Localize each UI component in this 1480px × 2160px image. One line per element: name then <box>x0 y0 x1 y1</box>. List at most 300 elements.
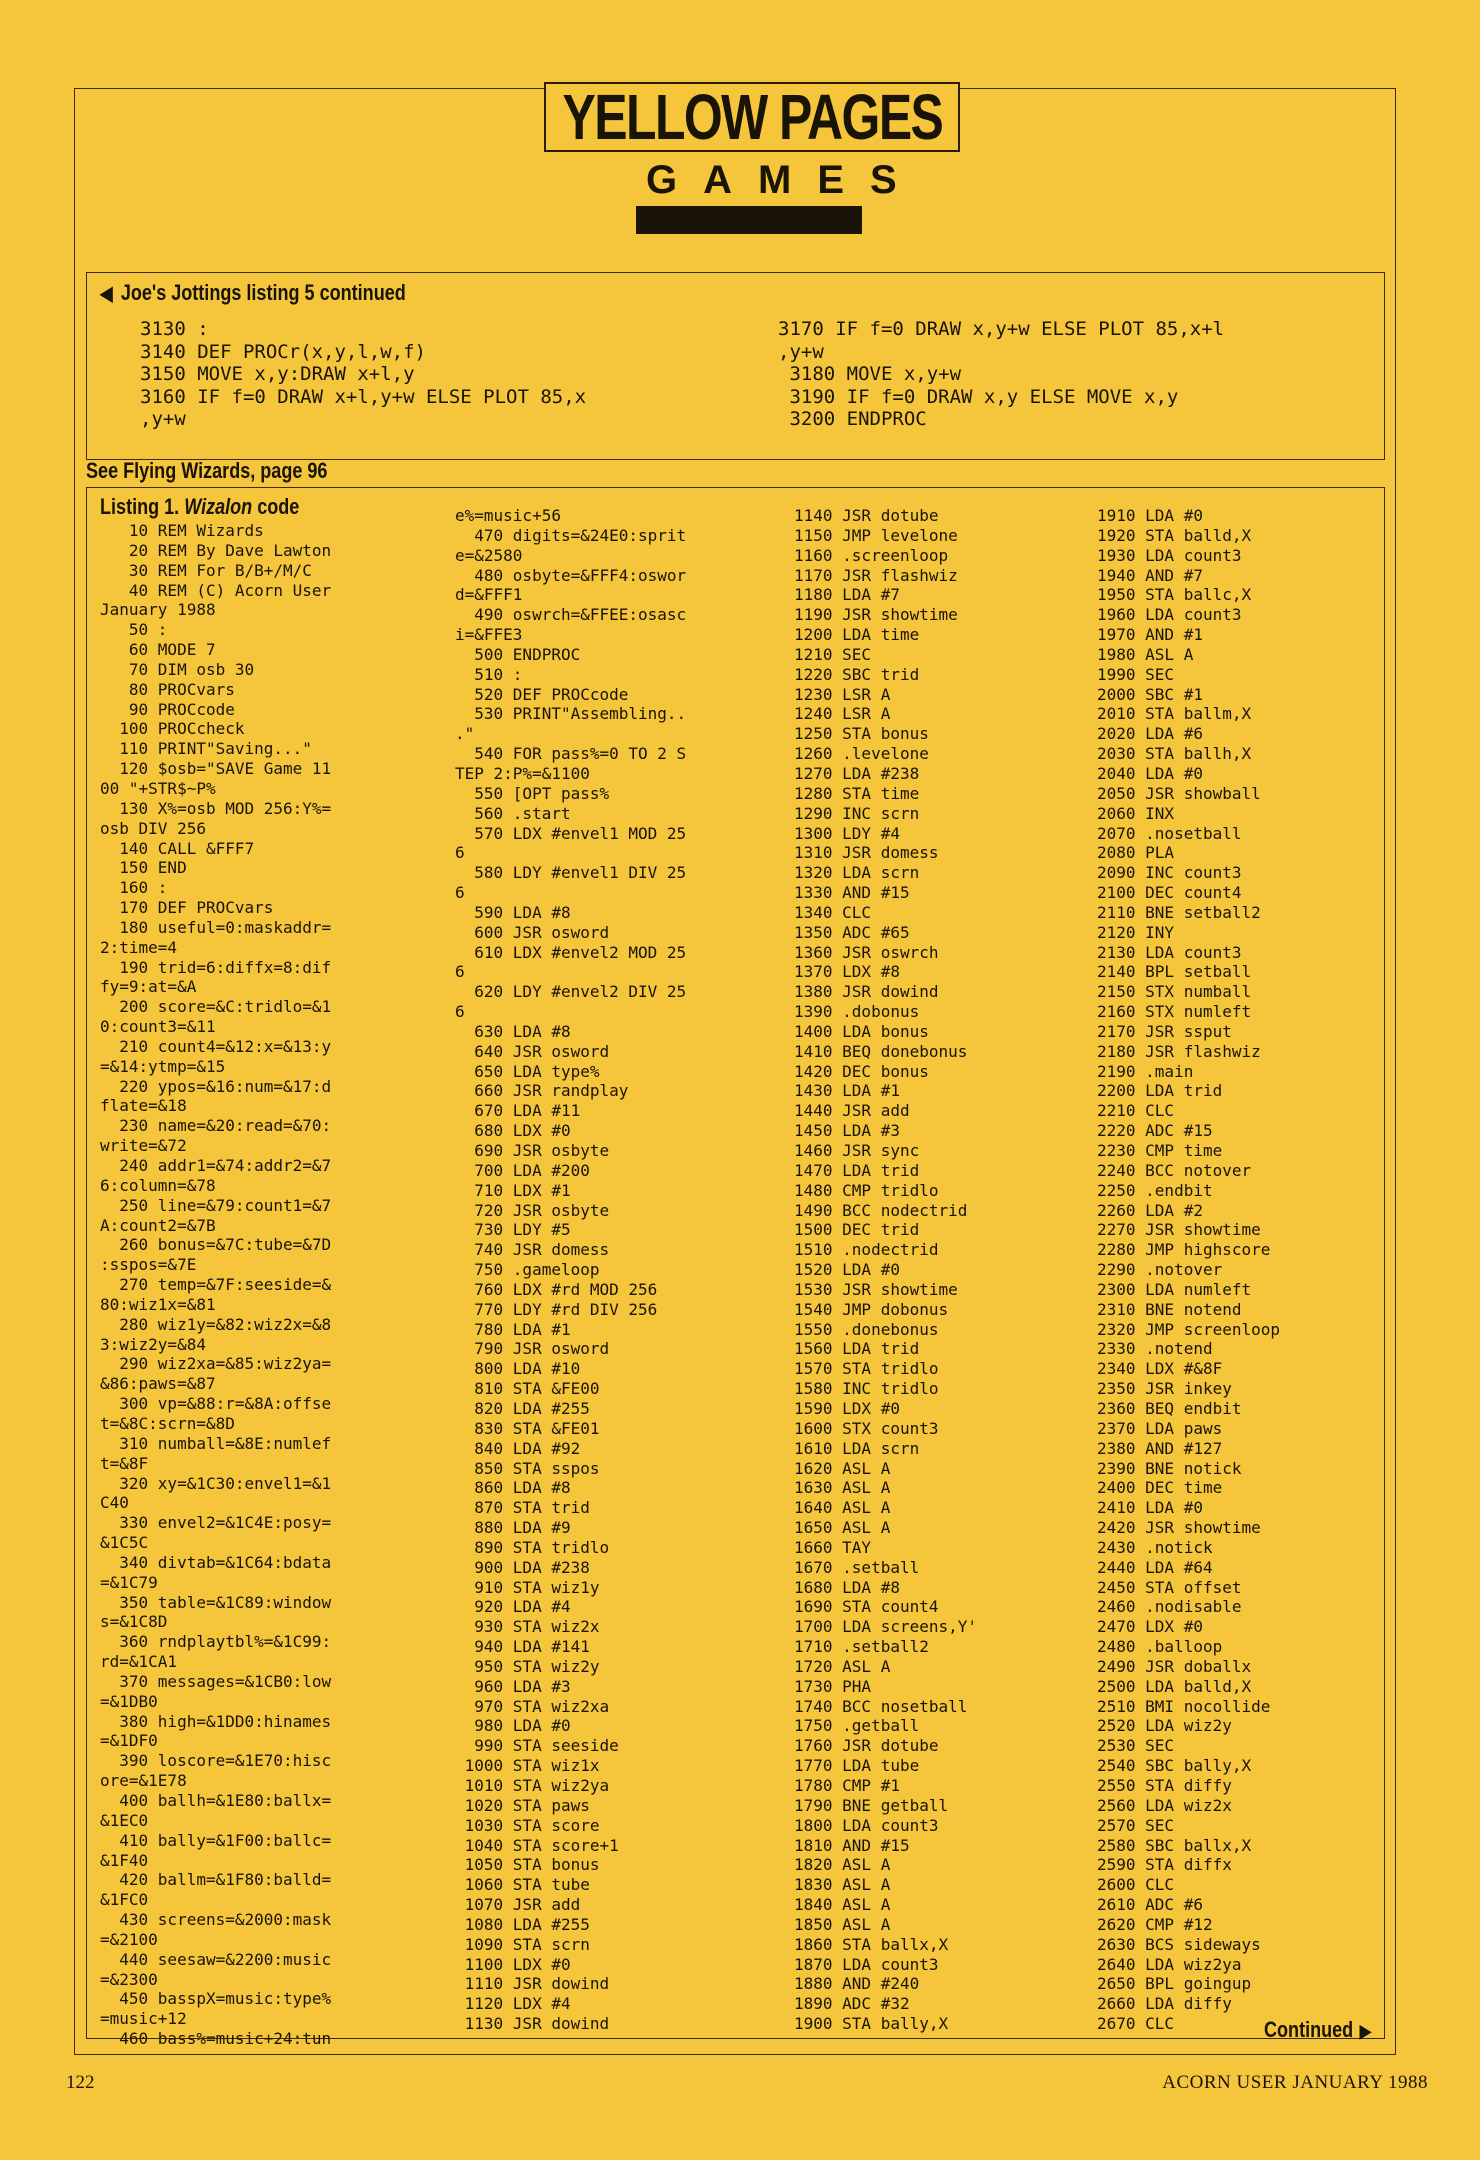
code-line: 60 MODE 7 <box>100 640 216 660</box>
code-line: 1680 LDA #8 <box>794 1577 900 1597</box>
code-line: 1250 STA bonus <box>794 724 929 744</box>
code-line: 800 LDA #10 <box>455 1359 581 1379</box>
code-line: 970 STA wiz2xa <box>455 1696 610 1716</box>
code-line: 2530 SEC <box>1097 1736 1175 1756</box>
code-line: 2:time=4 <box>100 937 178 957</box>
code-line: 1070 JSR add <box>455 1895 581 1915</box>
code-line: 1830 ASL A <box>794 1875 891 1895</box>
code-line: 1690 STA count4 <box>794 1597 939 1617</box>
code-line: 740 JSR domess <box>455 1240 610 1260</box>
code-line: 1420 DEC bonus <box>794 1061 929 1081</box>
listing-column-1 <box>100 521 422 2049</box>
code-line: 1220 SBC trid <box>794 664 920 684</box>
code-line: 2550 STA diffy <box>1097 1776 1232 1795</box>
masthead <box>544 82 960 152</box>
listing-title-suffix: code <box>252 494 300 519</box>
code-line: 6 <box>455 1002 465 1022</box>
code-line: 1930 LDA count3 <box>1097 545 1242 565</box>
code-line: 890 STA tridlo <box>455 1537 610 1557</box>
code-line: 50 : <box>100 620 168 640</box>
code-line: 100 PROCcheck <box>100 719 245 739</box>
code-line: 2660 LDA diffy <box>1097 1994 1232 2014</box>
code-line: 1920 STA balld,X <box>1097 525 1252 545</box>
code-line: 670 LDA #11 <box>455 1101 581 1121</box>
code-line: 2470 LDX #0 <box>1097 1617 1203 1637</box>
arrow-right-icon: ▶ <box>1359 2021 1372 2041</box>
code-line: 2120 INY <box>1097 922 1175 942</box>
code-line: 1100 LDX #0 <box>455 1954 571 1974</box>
code-line: 1820 ASL A <box>794 1855 891 1875</box>
code-line: flate=&18 <box>100 1096 187 1116</box>
code-line: 1130 JSR dowind <box>455 2014 610 2034</box>
code-line: 560 .start <box>455 803 571 823</box>
code-line: 470 digits=&24E0:sprit <box>455 525 687 545</box>
code-line: e%=music+56 <box>455 506 561 525</box>
code-line: ." <box>455 724 475 744</box>
code-line: 1430 LDA #1 <box>794 1081 900 1101</box>
code-line: 2170 JSR ssput <box>1097 1021 1232 1041</box>
code-line: January 1988 <box>100 600 216 620</box>
code-line: 1520 LDA #0 <box>794 1260 900 1280</box>
code-line: 0:count3=&11 <box>100 1017 216 1037</box>
code-line: 130 X%=osb MOD 256:Y%= <box>100 798 332 818</box>
code-line: 30 REM For B/B+/M/C <box>100 560 312 580</box>
code-line: 920 LDA #4 <box>455 1597 571 1617</box>
code-line: 320 xy=&1C30:envel1=&1 <box>100 1473 332 1493</box>
code-line: fy=9:at=&A <box>100 977 197 997</box>
code-line: t=&8C:scrn=&8D <box>100 1413 235 1433</box>
code-line: 1240 LSR A <box>794 704 891 724</box>
code-line: 1310 JSR domess <box>794 843 939 863</box>
code-line: 1810 AND #15 <box>794 1835 910 1855</box>
code-line: 2610 ADC #6 <box>1097 1895 1203 1915</box>
code-line: 900 LDA #238 <box>455 1557 590 1577</box>
code-line: 1880 AND #240 <box>794 1974 920 1994</box>
code-line: 2380 AND #127 <box>1097 1438 1223 1458</box>
code-line: 3130 : <box>140 318 209 340</box>
code-line: 1580 INC tridlo <box>794 1379 939 1399</box>
code-line: 2510 BMI nocollide <box>1097 1696 1271 1716</box>
code-line: 2650 BPL goingup <box>1097 1974 1252 1994</box>
code-line: 2280 JMP highscore <box>1097 1240 1271 1260</box>
code-line: 1980 ASL A <box>1097 644 1194 664</box>
code-line: 220 ypos=&16:num=&17:d <box>100 1076 332 1096</box>
code-line: 980 LDA #0 <box>455 1716 571 1736</box>
code-line: 710 LDX #1 <box>455 1180 571 1200</box>
code-line: 1800 LDA count3 <box>794 1815 939 1835</box>
code-line: 2640 LDA wiz2ya <box>1097 1954 1242 1974</box>
code-line: 500 ENDPROC <box>455 644 581 664</box>
code-line: 1630 ASL A <box>794 1478 891 1498</box>
code-line: 850 STA sspos <box>455 1458 600 1478</box>
code-line: 200 score=&C:tridlo=&1 <box>100 997 332 1017</box>
code-line: 550 [OPT pass% <box>455 783 610 803</box>
code-line: 870 STA trid <box>455 1498 590 1518</box>
code-line: &1FC0 <box>100 1890 149 1910</box>
code-line: 700 LDA #200 <box>455 1160 590 1180</box>
code-line: 1050 STA bonus <box>455 1855 600 1875</box>
code-line: 1160 .screenloop <box>794 545 949 565</box>
code-line: 430 screens=&2000:mask <box>100 1910 332 1930</box>
code-line: 480 osbyte=&FFF4:oswor <box>455 565 687 585</box>
code-line: 10 REM Wizards <box>100 521 264 540</box>
listing-title <box>100 494 299 520</box>
code-line: 440 seesaw=&2200:music <box>100 1949 332 1969</box>
code-line: 1640 ASL A <box>794 1498 891 1518</box>
code-line: 1990 SEC <box>1097 664 1175 684</box>
code-line: 3170 IF f=0 DRAW x,y+w ELSE PLOT 85,x+l <box>778 318 1225 340</box>
code-line: 1270 LDA #238 <box>794 763 920 783</box>
continued-label <box>1264 2017 1371 2043</box>
code-line: 2110 BNE setball2 <box>1097 902 1261 922</box>
code-line: 620 LDY #envel2 DIV 25 <box>455 982 687 1002</box>
code-line: 2420 JSR showtime <box>1097 1518 1261 1538</box>
code-line: 600 JSR osword <box>455 922 610 942</box>
code-line: 210 count4=&12:x=&13:y <box>100 1036 332 1056</box>
code-line: 1030 STA score <box>455 1815 600 1835</box>
jottings-code-left <box>140 318 586 431</box>
code-line: 1260 .levelone <box>794 744 929 764</box>
code-line: 00 "+STR$~P% <box>100 778 216 798</box>
jottings-heading <box>100 280 406 306</box>
code-line: 2340 LDX #&8F <box>1097 1359 1223 1379</box>
code-line: 2150 STX numball <box>1097 982 1252 1002</box>
code-line: 2350 JSR inkey <box>1097 1379 1232 1399</box>
code-line: 1860 STA ballx,X <box>794 1934 949 1954</box>
code-line: 310 numball=&8E:numlef <box>100 1433 332 1453</box>
code-line: 2090 INC count3 <box>1097 863 1242 883</box>
code-line: 20 REM By Dave Lawton <box>100 540 332 560</box>
code-line: 810 STA &FE00 <box>455 1379 600 1399</box>
code-line: 910 STA wiz1y <box>455 1577 600 1597</box>
code-line: ,y+w <box>140 408 186 430</box>
code-line: 1970 AND #1 <box>1097 625 1203 645</box>
code-line: 1140 JSR dotube <box>794 506 939 525</box>
code-line: 1230 LSR A <box>794 684 891 704</box>
code-line: 1940 AND #7 <box>1097 565 1203 585</box>
code-line: =&2300 <box>100 1969 158 1989</box>
code-line: 180 useful=0:maskaddr= <box>100 917 332 937</box>
code-line: 1090 STA scrn <box>455 1934 590 1954</box>
code-line: 2010 STA ballm,X <box>1097 704 1252 724</box>
code-line: 630 LDA #8 <box>455 1021 571 1041</box>
code-line: 1650 ASL A <box>794 1518 891 1538</box>
code-line: 940 LDA #141 <box>455 1637 590 1657</box>
code-line: 1360 JSR oswrch <box>794 942 939 962</box>
code-line: 490 oswrch=&FFEE:osasc <box>455 605 687 625</box>
code-line: =&1C79 <box>100 1572 158 1592</box>
code-line: 1040 STA score+1 <box>455 1835 619 1855</box>
code-line: 1670 .setball <box>794 1557 920 1577</box>
arrow-left-icon: ◀ <box>100 283 113 305</box>
code-line: 80:wiz1x=&81 <box>100 1294 216 1314</box>
code-line: 780 LDA #1 <box>455 1319 571 1339</box>
code-line: 2000 SBC #1 <box>1097 684 1203 704</box>
code-line: 1170 JSR flashwiz <box>794 565 958 585</box>
code-line: 1060 STA tube <box>455 1875 590 1895</box>
code-line: 580 LDY #envel1 DIV 25 <box>455 863 687 883</box>
code-line: 1000 STA wiz1x <box>455 1756 600 1776</box>
code-line: 6:column=&78 <box>100 1175 216 1195</box>
code-line: 2500 LDA balld,X <box>1097 1676 1252 1696</box>
code-line: =&1DF0 <box>100 1731 158 1751</box>
code-line: 1120 LDX #4 <box>455 1994 571 2014</box>
code-line: 6 <box>455 883 465 903</box>
code-line: 2590 STA diffx <box>1097 1855 1232 1875</box>
code-line: 2190 .main <box>1097 1061 1194 1081</box>
code-line: 3:wiz2y=&84 <box>100 1334 206 1354</box>
code-line: 2390 BNE notick <box>1097 1458 1242 1478</box>
code-line: 2060 INX <box>1097 803 1175 823</box>
code-line: 1550 .donebonus <box>794 1319 939 1339</box>
code-line: 240 addr1=&74:addr2=&7 <box>100 1156 332 1175</box>
code-line: 2670 CLC <box>1097 2014 1175 2034</box>
section-name: GAMES <box>646 158 923 202</box>
code-line: 2130 LDA count3 <box>1097 942 1242 962</box>
code-line: 1320 LDA scrn <box>794 863 920 883</box>
code-line: 2040 LDA #0 <box>1097 763 1203 783</box>
magazine-footer: ACORN USER JANUARY 1988 <box>1162 2072 1428 2093</box>
code-line: 930 STA wiz2x <box>455 1617 600 1637</box>
code-line: 2030 STA ballh,X <box>1097 744 1252 764</box>
code-line: 720 JSR osbyte <box>455 1200 610 1220</box>
listing-column-4 <box>1097 506 1387 2034</box>
code-line: 540 FOR pass%=0 TO 2 S <box>455 744 687 764</box>
code-line: 250 line=&79:count1=&7 <box>100 1195 332 1215</box>
code-line: 1750 .getball <box>794 1716 920 1736</box>
code-line: 2620 CMP #12 <box>1097 1914 1213 1934</box>
code-line: 160 : <box>100 878 168 898</box>
code-line: 1570 STA tridlo <box>794 1359 939 1379</box>
code-line: 270 temp=&7F:seeside=& <box>100 1275 332 1295</box>
code-line: 2460 .nodisable <box>1097 1597 1242 1617</box>
listing-column-2 <box>455 506 775 2034</box>
code-line: 1890 ADC #32 <box>794 1994 910 2014</box>
code-line: 2290 .notover <box>1097 1260 1223 1280</box>
code-line: 2080 PLA <box>1097 843 1175 863</box>
code-line: 1730 PHA <box>794 1676 872 1696</box>
code-line: 380 high=&1DD0:hinames <box>100 1711 332 1731</box>
code-line: 120 $osb="SAVE Game 11 <box>100 759 332 779</box>
code-line: 2050 JSR showball <box>1097 783 1261 803</box>
code-line: 2100 DEC count4 <box>1097 883 1242 903</box>
code-line: t=&8F <box>100 1453 149 1473</box>
code-line: 2490 JSR doballx <box>1097 1656 1252 1676</box>
code-line: 1510 .nodectrid <box>794 1240 939 1260</box>
code-line: 820 LDA #255 <box>455 1398 590 1418</box>
code-line: 2600 CLC <box>1097 1875 1175 1895</box>
code-line: 570 LDX #envel1 MOD 25 <box>455 823 687 843</box>
code-line: 1380 JSR dowind <box>794 982 939 1002</box>
code-line: 390 loscore=&1E70:hisc <box>100 1751 332 1771</box>
code-line: 40 REM (C) Acorn User <box>100 580 332 600</box>
code-line: 1180 LDA #7 <box>794 585 900 605</box>
code-line: 2330 .notend <box>1097 1339 1213 1359</box>
code-line: 770 LDY #rd DIV 256 <box>455 1299 658 1319</box>
code-line: 2310 BNE notend <box>1097 1299 1242 1319</box>
code-line: 590 LDA #8 <box>455 902 571 922</box>
code-line: 1110 JSR dowind <box>455 1974 610 1994</box>
jottings-code-right <box>778 318 1224 431</box>
code-line: 1290 INC scrn <box>794 803 920 823</box>
code-line: 1400 LDA bonus <box>794 1021 929 1041</box>
code-line: 1910 LDA #0 <box>1097 506 1203 525</box>
code-line: :sspos=&7E <box>100 1255 197 1275</box>
code-line: 1850 ASL A <box>794 1914 891 1934</box>
code-line: 2540 SBC bally,X <box>1097 1756 1252 1776</box>
code-line: 170 DEF PROCvars <box>100 898 274 918</box>
code-line: 330 envel2=&1C4E:posy= <box>100 1513 332 1533</box>
code-line: =music+12 <box>100 2009 187 2029</box>
code-line: i=&FFE3 <box>455 625 523 645</box>
code-line: 3200 ENDPROC <box>778 408 927 430</box>
code-line: 3190 IF f=0 DRAW x,y ELSE MOVE x,y <box>778 385 1179 408</box>
code-line: C40 <box>100 1493 129 1513</box>
listing-column-3 <box>794 506 1074 2034</box>
code-line: 1300 LDY #4 <box>794 823 900 843</box>
code-line: 730 LDY #5 <box>455 1220 571 1240</box>
code-line: 960 LDA #3 <box>455 1676 571 1696</box>
code-line: 840 LDA #92 <box>455 1438 581 1458</box>
code-line: =&14:ytmp=&15 <box>100 1056 226 1076</box>
code-line: 1960 LDA count3 <box>1097 605 1242 625</box>
code-line: 1010 STA wiz2ya <box>455 1776 610 1795</box>
code-line: 2270 JSR showtime <box>1097 1220 1261 1240</box>
code-line: 880 LDA #9 <box>455 1518 571 1538</box>
code-line: 6 <box>455 843 465 863</box>
code-line: 2200 LDA trid <box>1097 1081 1223 1101</box>
page-number: 122 <box>66 2072 95 2093</box>
code-line: 520 DEF PROCcode <box>455 684 629 704</box>
code-line: 260 bonus=&7C:tube=&7D <box>100 1235 332 1255</box>
code-line: 1280 STA time <box>794 783 920 803</box>
code-line: 660 JSR randplay <box>455 1081 629 1101</box>
code-line: 1560 LDA trid <box>794 1339 920 1359</box>
code-line: 1370 LDX #8 <box>794 962 900 982</box>
code-line: =&2100 <box>100 1929 158 1949</box>
code-line: 2320 JMP screenloop <box>1097 1319 1281 1339</box>
code-line: 1700 LDA screens,Y' <box>794 1617 978 1637</box>
code-line: 280 wiz1y=&82:wiz2x=&8 <box>100 1314 332 1334</box>
code-line: &86:paws=&87 <box>100 1374 216 1394</box>
code-line: osb DIV 256 <box>100 818 206 838</box>
code-line: 1440 JSR add <box>794 1101 910 1121</box>
code-line: 750 .gameloop <box>455 1260 600 1280</box>
code-line: A:count2=&7B <box>100 1215 216 1235</box>
code-line: 860 LDA #8 <box>455 1478 571 1498</box>
code-line: 1390 .dobonus <box>794 1002 920 1022</box>
code-line: d=&FFF1 <box>455 585 523 605</box>
code-line: 1410 BEQ donebonus <box>794 1041 968 1061</box>
code-line: 1620 ASL A <box>794 1458 891 1478</box>
code-line: 1460 JSR sync <box>794 1141 920 1160</box>
code-line: 1450 LDA #3 <box>794 1121 900 1141</box>
code-line: 2400 DEC time <box>1097 1478 1223 1498</box>
code-line: 1200 LDA time <box>794 625 920 645</box>
code-line: 530 PRINT"Assembling.. <box>455 704 687 724</box>
code-line: 1530 JSR showtime <box>794 1279 958 1299</box>
code-line: 1350 ADC #65 <box>794 922 910 942</box>
code-line: 790 JSR osword <box>455 1339 610 1359</box>
code-line: 230 name=&20:read=&70: <box>100 1116 332 1136</box>
listing-title-name: Wizalon <box>184 494 253 519</box>
code-line: 1900 STA bally,X <box>794 2014 949 2034</box>
code-line: ,y+w <box>778 340 824 363</box>
code-line: 300 vp=&88:r=&8A:offse <box>100 1394 332 1414</box>
code-line: 2630 BCS sideways <box>1097 1934 1261 1954</box>
code-line: 140 CALL &FFF7 <box>100 838 255 858</box>
code-line: 1340 CLC <box>794 902 872 922</box>
code-line: 2260 LDA #2 <box>1097 1200 1203 1220</box>
code-line: 690 JSR osbyte <box>455 1141 610 1160</box>
code-line: 1610 LDA scrn <box>794 1438 920 1458</box>
code-line: =&1DB0 <box>100 1691 158 1711</box>
code-line: 2450 STA offset <box>1097 1577 1242 1597</box>
code-line: 420 ballm=&1F80:balld= <box>100 1870 332 1890</box>
code-line: 70 DIM osb 30 <box>100 659 255 679</box>
code-line: 2370 LDA paws <box>1097 1418 1223 1438</box>
code-line: 1720 ASL A <box>794 1656 891 1676</box>
code-line: 1020 STA paws <box>455 1795 590 1815</box>
see-also-link[interactable]: See Flying Wizards, page 96 <box>86 458 328 483</box>
section-bar <box>636 206 862 234</box>
code-line: 1080 LDA #255 <box>455 1914 590 1934</box>
code-line: 650 LDA type% <box>455 1061 600 1081</box>
code-line: 90 PROCcode <box>100 699 235 719</box>
code-line: 510 : <box>455 664 523 684</box>
code-line: 760 LDX #rd MOD 256 <box>455 1279 658 1299</box>
code-line: 1150 JMP levelone <box>794 525 958 545</box>
code-line: 2020 LDA #6 <box>1097 724 1203 744</box>
code-line: 150 END <box>100 858 187 878</box>
code-line: 1490 BCC nodectrid <box>794 1200 968 1220</box>
code-line: 3140 DEF PROCr(x,y,l,w,f) <box>140 340 426 363</box>
masthead-title: YELLOW PAGES <box>562 81 942 153</box>
code-line: 290 wiz2xa=&85:wiz2ya= <box>100 1354 332 1374</box>
code-line: 990 STA seeside <box>455 1736 619 1756</box>
code-line: 1540 JMP dobonus <box>794 1299 949 1319</box>
continued-text: Continued <box>1264 2017 1354 2042</box>
code-line: 2070 .nosetball <box>1097 823 1242 843</box>
code-line: 2240 BCC notover <box>1097 1160 1252 1180</box>
code-line: 2430 .notick <box>1097 1537 1213 1557</box>
code-line: ore=&1E78 <box>100 1771 187 1791</box>
code-line: 1590 LDX #0 <box>794 1398 900 1418</box>
code-line: 3180 MOVE x,y+w <box>778 363 962 385</box>
code-line: 1790 BNE getball <box>794 1795 949 1815</box>
code-line: 1470 LDA trid <box>794 1160 920 1180</box>
code-line: 2410 LDA #0 <box>1097 1498 1203 1518</box>
code-line: rd=&1CA1 <box>100 1652 178 1672</box>
code-line: 680 LDX #0 <box>455 1121 571 1141</box>
code-line: 1770 LDA tube <box>794 1756 920 1776</box>
code-line: 1950 STA ballc,X <box>1097 585 1252 605</box>
code-line: 640 JSR osword <box>455 1041 610 1061</box>
code-line: 410 bally=&1F00:ballc= <box>100 1830 332 1850</box>
code-line: e=&2580 <box>455 545 523 565</box>
code-line: 610 LDX #envel2 MOD 25 <box>455 942 687 962</box>
code-line: 450 basspX=music:type% <box>100 1989 332 2009</box>
code-line: 2520 LDA wiz2y <box>1097 1716 1232 1736</box>
code-line: 2570 SEC <box>1097 1815 1175 1835</box>
code-line: 1870 LDA count3 <box>794 1954 939 1974</box>
code-line: 2440 LDA #64 <box>1097 1557 1213 1577</box>
code-line: 2160 STX numleft <box>1097 1002 1252 1022</box>
code-line: &1C5C <box>100 1533 149 1553</box>
code-line: 2210 CLC <box>1097 1101 1175 1121</box>
code-line: 360 rndplaytbl%=&1C99: <box>100 1632 332 1652</box>
listing-title-prefix: Listing 1. <box>100 494 185 519</box>
